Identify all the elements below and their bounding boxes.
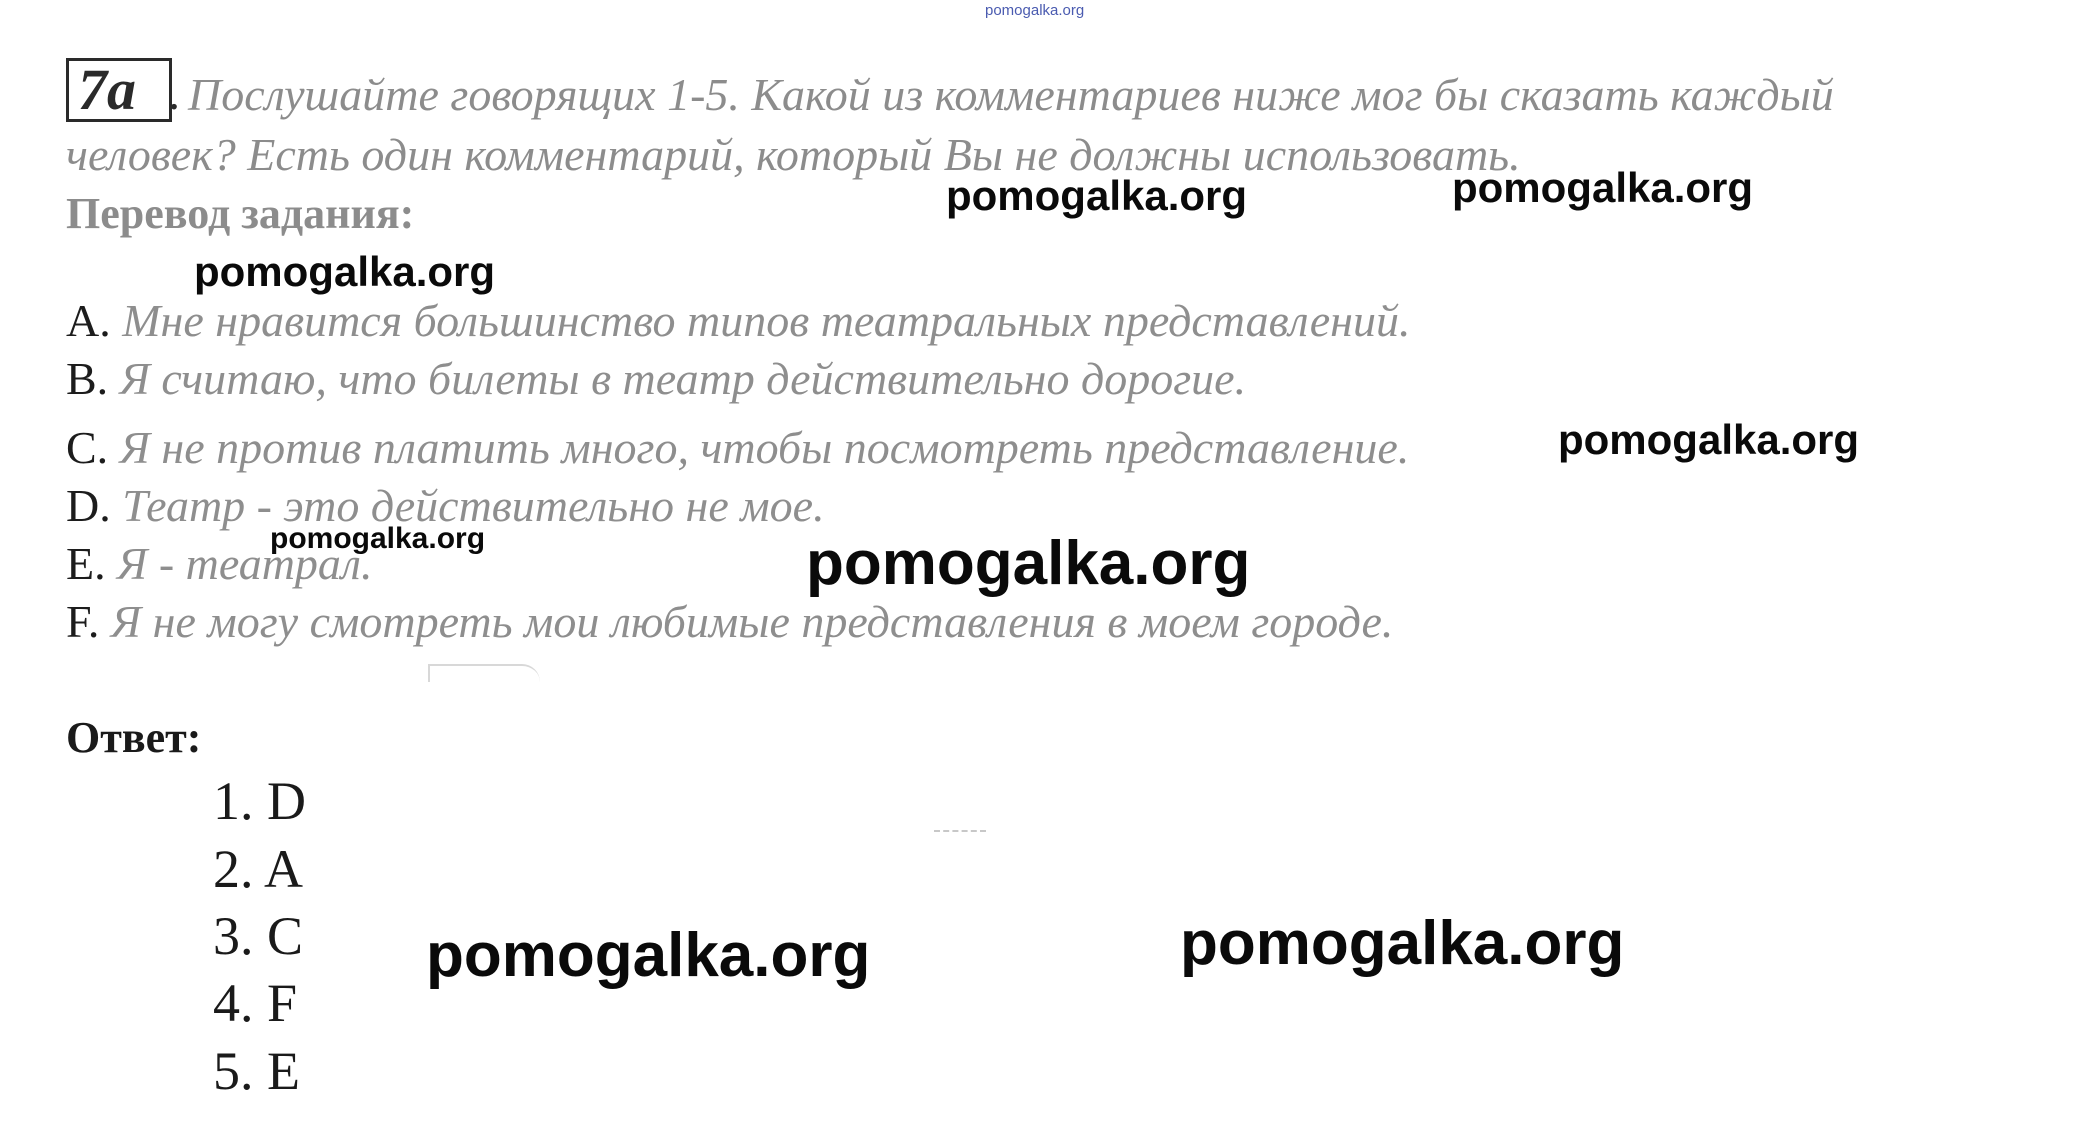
instruction-line-1: Послушайте говорящих 1-5. Какой из комментариев ниже мог бы сказать каждый [188,69,1834,120]
option-text: Мне нравится большинство типов театральных представлений. [110,295,1411,346]
answer-item: 2. A [213,839,304,899]
option-a [66,294,1410,347]
option-text: Я - театрал. [105,538,373,589]
answer-heading: Ответ: [66,713,202,762]
watermark: pomogalka.org [1180,909,1625,978]
task-number: 7a [78,57,136,122]
watermark: pomogalka.org [1452,164,1754,211]
option-text: Я считаю, что билеты в театр действительно дорогие. [108,353,1247,404]
option-c [66,421,1409,474]
answer-item: 5. E [213,1041,300,1101]
top-watermark: pomogalka.org [985,2,1085,19]
translation-heading: Перевод задания: [66,189,415,238]
option-text: Я не против платить много, чтобы посмотреть представление. [108,422,1410,473]
task-number-dot: . [168,67,180,120]
answer-item: 4. F [213,973,298,1033]
watermark: pomogalka.org [806,529,1251,598]
option-letter: F. [66,596,100,647]
instruction-line-2: человек? Есть один комментарий, который Вы не должны использовать. [66,129,1521,180]
stray-mark [934,830,986,832]
watermark: pomogalka.org [1558,416,1860,463]
option-letter: E. [66,538,106,589]
watermark: pomogalka.org [426,921,871,990]
option-letter: C. [66,422,109,473]
option-letter: B. [66,353,109,404]
option-letter: A. [66,295,111,346]
option-letter: D. [66,480,111,531]
watermark: pomogalka.org [270,522,486,555]
answer-item: 3. C [213,906,304,966]
answer-item: 1. D [213,771,306,831]
option-f [66,595,1393,648]
option-b [66,352,1246,405]
option-text: Театр - это действительно не мое. [110,480,825,531]
watermark: pomogalka.org [946,172,1248,219]
option-text: Я не могу смотреть мои любимые представления в моем городе. [99,596,1394,647]
watermark: pomogalka.org [194,248,496,295]
stray-mark [428,664,540,682]
